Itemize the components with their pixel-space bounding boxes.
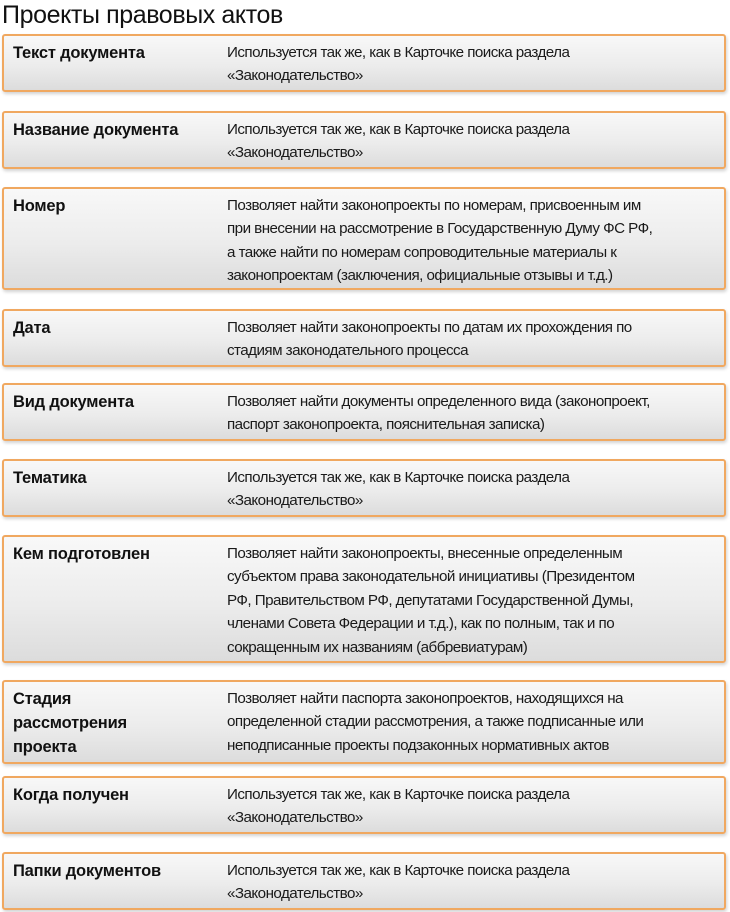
field-description [227,41,723,88]
field-name: Тематика [13,469,87,487]
description-line: «Законодательство» [227,809,363,827]
description-line: членами Совета Федерации и т.д.), как по полным, так и по [227,615,615,633]
description-line: Используется так же, как в Карточке поиска раздела [227,862,570,879]
field-name: Текст документа [13,44,145,62]
field-description [227,859,723,906]
description-line: Используется так же, как в Карточке поиска раздела [227,44,570,61]
field-description [227,194,723,288]
description-line: законопроектам (заключения, официальные отзывы и т.д.) [227,267,613,285]
description-line: «Законодательство» [227,67,363,85]
description-line: паспорт законопроекта, пояснительная записка) [227,416,545,434]
field-name: Кем подготовлен [13,545,150,563]
description-line: Позволяет найти паспорта законопроектов, находящихся на [227,690,623,707]
field-name: Номер [13,197,66,215]
description-line: «Законодательство» [227,144,363,162]
description-line: неподписанные проекты подзаконных нормативных актов [227,736,609,754]
description-line: Позволяет найти законопроекты по номерам, присвоенным им [227,197,641,214]
description-line: Используется так же, как в Карточке поиска раздела [227,121,570,138]
field-description [227,390,723,437]
field-description [227,783,723,830]
field-description [227,316,723,363]
field-name: Когда получен [13,786,129,804]
field-row [2,852,726,910]
field-row [2,34,726,92]
field-row [2,459,726,517]
field-row [2,111,726,169]
field-row [2,187,726,290]
description-line: Позволяет найти законопроекты по датам их прохождения по [227,319,632,336]
description-line: Позволяет найти документы определенного вида (законопроект, [227,393,650,410]
description-line: «Законодательство» [227,885,363,903]
description-line: стадиям законодательного процесса [227,342,468,360]
field-row [2,535,726,663]
field-name: Стадия рассмотрения проекта [13,690,127,756]
page-title: Проекты правовых актов [2,1,283,29]
field-description [227,687,723,757]
field-description [227,542,723,659]
field-row [2,776,726,834]
field-name: Вид документа [13,393,134,411]
field-name: Дата [13,319,51,337]
field-row [2,309,726,367]
description-line: сокращенным их названиям (аббревиатурам) [227,638,528,656]
field-name: Название документа [13,121,179,139]
description-line: определенной стадии рассмотрения, а также подписанные или [227,713,644,731]
field-description [227,118,723,165]
description-line: Используется так же, как в Карточке поиска раздела [227,786,570,803]
description-line: при внесении на рассмотрение в Государственную Думу ФС РФ, [227,220,653,238]
description-line: РФ, Правительством РФ, депутатами Государственной Думы, [227,591,633,609]
description-line: «Законодательство» [227,492,363,510]
field-description [227,466,723,513]
description-line: а также найти по номерам сопроводительные материалы к [227,243,617,261]
description-line: субъектом права законодательной инициативы (Президентом [227,568,635,586]
description-line: Используется так же, как в Карточке поиска раздела [227,469,570,486]
description-line: Позволяет найти законопроекты, внесенные определенным [227,545,623,562]
field-row [2,383,726,441]
field-row [2,680,726,764]
field-name: Папки документов [13,862,161,880]
